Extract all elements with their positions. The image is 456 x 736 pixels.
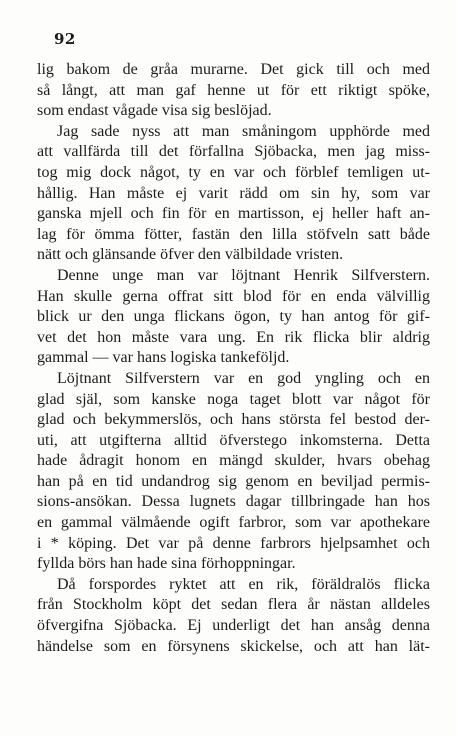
text-line: Han skulle gerna offrat sitt blod för en enda välvillig <box>37 287 430 305</box>
text-line: hade ådragit honom en mängd skulder, hvars obehag <box>37 452 430 470</box>
text-line: Denne unge man var löjtnant Henrik Silfverstern. <box>57 266 430 284</box>
text-line: en gammal välmående ogift farbror, som var apothekare <box>37 514 430 532</box>
text-line: vet det hon måste vara ung. En rik flicka blir aldrig <box>37 328 430 346</box>
text-line: han på en tid undandrog sig genom en beviljad permis- <box>37 472 430 490</box>
text-line: blick ur den unga flickans ögon, ty han antog för gif- <box>37 308 430 326</box>
text-line: från Stockholm köpt det sedan flera år nästan alldeles <box>37 596 430 614</box>
body-text <box>37 60 430 657</box>
text-line: gammal — var hans logiska tankeföljd. <box>37 349 290 367</box>
page-number: 92 <box>54 30 76 48</box>
text-line: ganska mjell och fin för en martisson, ej heller haft an- <box>37 205 430 223</box>
text-line: nätt och glänsande öfver den välbildade vristen. <box>37 246 344 264</box>
text-line: tog mig dock något, ty en var och förblef temligen ut- <box>37 163 430 181</box>
text-line: händelse som en försynens skickelse, och att han lät- <box>37 637 430 655</box>
text-line: öfvergifna Sjöbacka. Ej underligt det han ansåg denna <box>37 617 430 635</box>
text-line: glad själ, som kanske noga taget blott var något för <box>37 390 430 408</box>
text-line: glad och bekymmerslös, och hans största fel bestod der- <box>37 411 430 429</box>
text-line: Löjtnant Silfverstern var en god yngling och en <box>57 369 430 387</box>
text-line: uti, att utgifterna alltid öfverstego inkomsterna. Detta <box>37 431 430 449</box>
text-line: så långt, att man gaf henne ut för ett riktigt spöke, <box>37 81 430 99</box>
text-line: fyllda börs han hade sina förhoppningar. <box>37 555 296 573</box>
text-line: hållig. Han måste ej varit rädd om sin hy, som var <box>37 184 430 202</box>
text-line: lig bakom de gråa murarne. Det gick till och med <box>37 61 430 78</box>
text-line: att vallfärda till det förfallna Sjöbacka, men jag miss- <box>37 143 430 161</box>
text-line: som endast vågade visa sig beslöjad. <box>37 102 272 120</box>
text-line: lag för ömma fötter, fastän den lilla stöfveln satt både <box>37 225 430 243</box>
text-line: Jag sade nyss att man småningom upphörde med <box>57 122 430 140</box>
text-line: sions-ansökan. Dessa lugnets dagar tillbringade han hos <box>37 493 430 511</box>
text-line: Då forspordes ryktet att en rik, föräldralös flicka <box>57 575 430 593</box>
text-line: i * köping. Det var på denne farbrors hjelpsamhet och <box>37 534 430 552</box>
